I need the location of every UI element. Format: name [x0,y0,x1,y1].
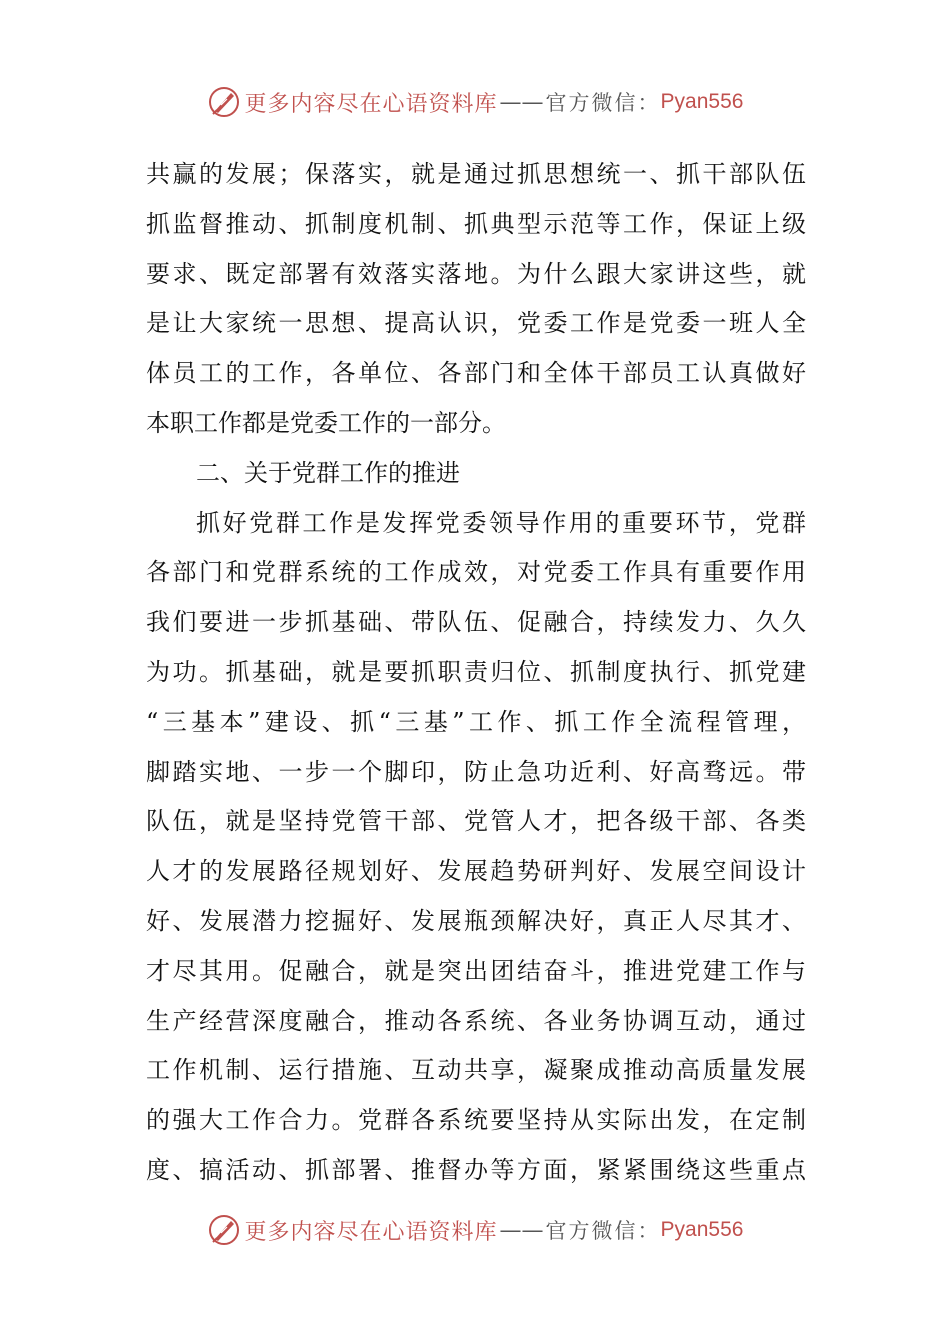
watermark-wechat-id: Pyan556 [660,1218,744,1241]
watermark-separator: —— [499,89,544,115]
text-line: 为功。抓基础，就是要抓职责归位、抓制度执行、抓党建 [146,657,806,686]
text-line: 队伍，就是坚持党管干部、党管人才，把各级干部、各类 [146,807,806,836]
quill-logo-icon [207,1213,241,1247]
text-line: 本职工作都是党委工作的一部分。 [146,408,506,437]
section-heading [146,449,806,499]
text-line: 体员工的工作，各单位、各部门和全体干部员工认真做好 [146,359,806,388]
text-line: 度、搞活动、抓部署、推督办等方面，紧紧围绕这些重点 [146,1155,806,1184]
text-line: 抓监督推动、抓制度机制、抓典型示范等工作，保证上级 [146,209,806,238]
watermark-site-text: 更多内容尽在心语资料库 [244,91,498,117]
text-line: “三基本”建设、抓“三基”工作、抓工作全流程管理， [146,707,806,736]
text-line: 要求、既定部署有效落实落地。为什么跟大家讲这些，就 [146,259,806,288]
heading-text: 二、关于党群工作的推进 [196,458,460,487]
text-line: 共赢的发展；保落实，就是通过抓思想统一、抓干部队伍 [146,160,806,188]
text-line: 脚踏实地、一步一个脚印，防止急功近利、好高骛远。带 [146,757,806,786]
paragraph-2 [146,499,806,1196]
text-line: 好、发展潜力挖掘好、发展瓶颈解决好，真正人尽其才、 [146,906,806,935]
quill-logo-icon [207,85,241,119]
text-line: 的强大工作合力。党群各系统要坚持从实际出发，在定制 [146,1106,806,1135]
watermark-wechat-label: 官方微信： [545,1219,661,1243]
watermark-site-text: 更多内容尽在心语资料库 [244,1219,498,1245]
watermark-wechat-label: 官方微信： [545,91,661,115]
footer-watermark [0,1210,950,1250]
header-watermark [0,82,950,122]
paragraph-1 [146,150,806,449]
text-line: 是让大家统一思想、提高认识，党委工作是党委一班人全 [146,309,806,338]
text-line: 工作机制、运行措施、互动共享，凝聚成推动高质量发展 [146,1056,806,1085]
watermark-separator: —— [499,1217,544,1243]
text-line: 我们要进一步抓基础、带队伍、促融合，持续发力、久久 [146,608,806,637]
text-line: 抓好党群工作是发挥党委领导作用的重要环节，党群 [196,508,806,537]
watermark-wechat-id: Pyan556 [660,90,744,113]
text-line: 生产经营深度融合，推动各系统、各业务协调互动，通过 [146,1006,806,1035]
text-line: 才尽其用。促融合，就是突出团结奋斗，推进党建工作与 [146,956,806,985]
text-line: 人才的发展路径规划好、发展趋势研判好、发展空间设计 [146,857,806,886]
document-body [146,150,806,1196]
text-line: 各部门和党群系统的工作成效，对党委工作具有重要作用 [146,558,806,587]
